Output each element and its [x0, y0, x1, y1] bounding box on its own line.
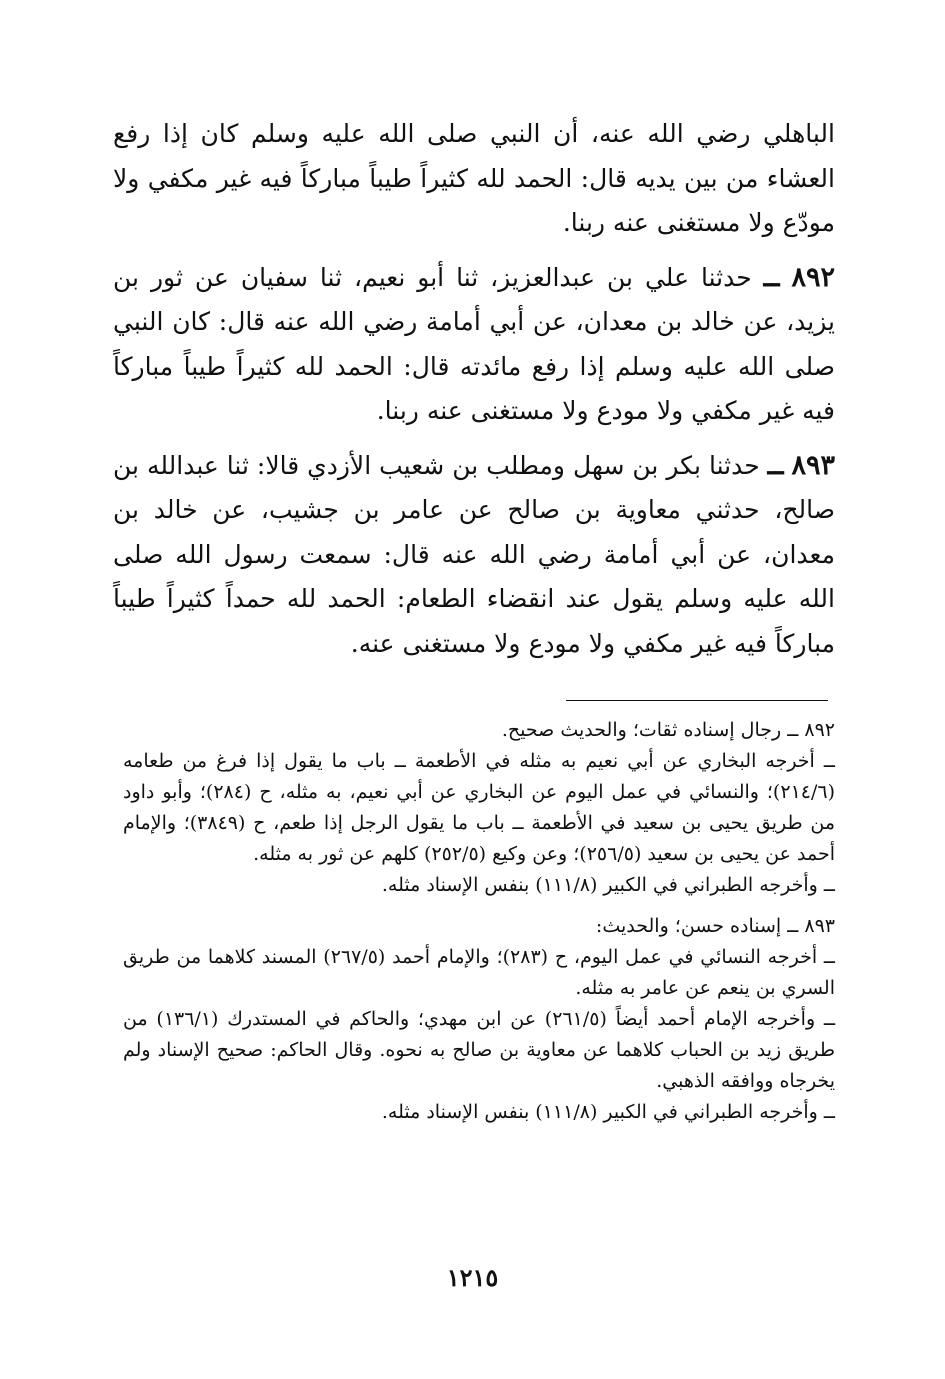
footnote-line: ــ وأخرجه الإمام أحمد أيضاً (٢٦١/٥) عن ابن مهدي؛ والحاكم في المستدرك (١٣٦/١) من طريق زيد بن الحباب كلاهما عن معاوية بن صالح به نحوه. وقال الحاكم: صحيح الإسناد ولم يخرجاه ووافقه الذهبي. — [123, 1008, 836, 1092]
hadith-text: بكر بن سهل ومطلب بن شعيب الأزدي قالا: ثنا عبدالله بن صالح، حدثني معاوية بن صالح عن عامر بن جشيب، عن خالد بن معدان، عن أبي أمامة رضي الله عنه قال: سمعت رسول الله صلى الله عليه وسلم يقول عند انقضاء الطعام: الحمد لله حمداً كثيراً طيباً مباركاً فيه غير مكفي ولا مودع ولا مستغنى عنه. — [113, 450, 835, 658]
page-number: ١٢١٥ — [446, 1263, 499, 1292]
footnote-divider — [566, 700, 828, 701]
haddathana-word: حدثنا — [700, 262, 752, 292]
hadith-dash: ــ — [767, 449, 784, 481]
hadith-number: ٨٩٣ — [791, 449, 835, 481]
footnotes — [123, 715, 835, 1128]
hadith-text: علي بن عبدالعزيز، ثنا أبو نعيم، ثنا سفيان عن ثور بن يزيد، عن خالد بن معدان، عن أبي أمامة رضي الله عنه قال: كان النبي صلى الله عليه وسلم إذا رفع مائدته قال: الحمد لله كثيراً طيباً مباركاً فيه غير مكفي ولا مودع ولا مستغنى عنه ربنا. — [113, 262, 835, 425]
main-text — [113, 112, 835, 666]
footnote-line: ــ وأخرجه الطبراني في الكبير (١١١/٨) بنفس الإسناد مثله. — [381, 874, 835, 896]
haddathana-word: حدثنا — [708, 450, 760, 480]
footnote-heading: ٨٩٢ ــ رجال إسناده ثقات؛ والحديث صحيح. — [501, 719, 835, 741]
hadith-892 — [113, 256, 835, 434]
footnote-line: ــ وأخرجه الطبراني في الكبير (١١١/٨) بنفس الإسناد مثله. — [381, 1101, 835, 1123]
hadith-number: ٨٩٢ — [791, 261, 835, 293]
hadith-dash: ــ — [763, 261, 780, 293]
continuation-paragraph: الباهلي رضي الله عنه، أن النبي صلى الله عليه وسلم كان إذا رفع العشاء من بين يديه قال: الحمد لله كثيراً طيباً مباركاً فيه غير مكفي ولا مودّع ولا مستغنى عنه ربنا. — [113, 119, 835, 237]
footnote-893 — [123, 911, 835, 1128]
footnote-892 — [123, 715, 835, 901]
footnote-heading: ٨٩٣ ــ إسناده حسن؛ والحديث: — [595, 915, 835, 937]
hadith-893 — [113, 444, 835, 667]
footnote-line: ــ أخرجه النسائي في عمل اليوم، ح (٢٨٣)؛ والإمام أحمد (٢٦٧/٥) المسند كلاهما من طريق السري بن ينعم عن عامر به مثله. — [123, 946, 835, 999]
footnote-line: ــ أخرجه البخاري عن أبي نعيم به مثله في الأطعمة ــ باب ما يقول إذا فرغ من طعامه (٢١٤/٦)؛ والنسائي في عمل اليوم عن البخاري عن أبي نعيم، به مثله، ح (٢٨٤)؛ وأبو داود من طريق يحيى بن سعيد في الأطعمة ــ باب ما يقول الرجل إذا طعم، ح (٣٨٤٩)؛ والإمام أحمد عن يحيى بن سعيد (٢٥٦/٥)؛ وعن وكيع (٢٥٢/٥) كلهم عن ثور به مثله. — [123, 750, 836, 865]
